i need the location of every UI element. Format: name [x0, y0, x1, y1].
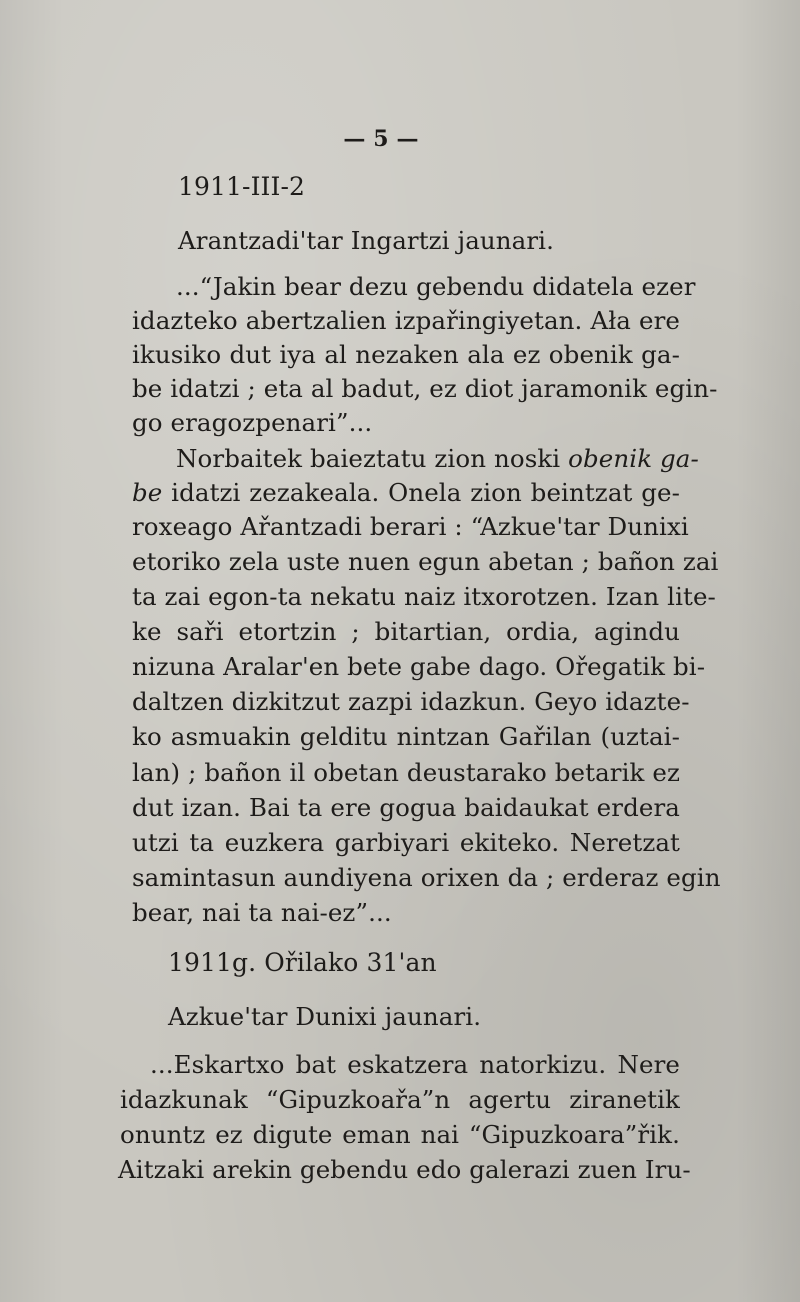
text-line	[132, 476, 680, 510]
text-line: daltzen dizkitzut zazpi idazkun. Geyo idazte-	[132, 687, 690, 716]
page-number: — 5 —	[343, 126, 419, 152]
text-line: utzi ta euzkera garbiyari ekiteko. Neretzat	[132, 828, 680, 857]
text-line: idazteko abertzalien izpařingiyetan. Ała ere	[132, 306, 680, 335]
text-line: dut izan. Bai ta ere gogua baidaukat erdera	[132, 793, 680, 822]
letter-date: 1911g. Ořilako 31'an	[168, 948, 437, 977]
text-line: ta zai egon-ta nekatu naiz itxorotzen. Izan lite-	[132, 582, 716, 611]
text-span: idatzi zezakeala. Onela zion beintzat ge-	[171, 478, 680, 507]
text-line: Aitzaki arekin gebendu edo galerazi zuen Iru-	[118, 1155, 691, 1184]
text-line: nizuna Aralar'en bete gabe dago. Ořegatik bi-	[132, 652, 706, 681]
text-line: samintasun aundiyena orixen da ; erderaz egin	[132, 863, 721, 892]
text-line: ko asmuakin gelditu nintzan Gařilan (uztai-	[132, 722, 680, 751]
text-line: be idatzi ; eta al badut, ez diot jaramonik egin-	[132, 374, 718, 403]
text-line: ...“Jakin bear dezu gebendu didatela ezer	[176, 272, 696, 301]
text-line: ...Eskartxo bat eskatzera natorkizu. Nere	[150, 1050, 680, 1079]
italic-span: be	[132, 478, 163, 507]
text-line: lan) ; bañon il obetan deustarako betarik ez	[132, 758, 680, 787]
text-line: ikusiko dut iya al nezaken ala ez obenik ga-	[132, 340, 680, 369]
italic-span: obenik ga-	[568, 444, 699, 473]
text-line: bear, nai ta nai-ez”...	[132, 898, 392, 927]
letter-date: 1911-III-2	[178, 172, 306, 201]
text-line: idazkunak “Gipuzkoařa”n agertu ziranetik	[120, 1085, 680, 1114]
text-line: roxeago Ařantzadi berari : “Azkue'tar Dunixi	[132, 512, 689, 541]
letter-addressee: Azkue'tar Dunixi jaunari.	[168, 1002, 482, 1031]
text-line: ke saři etortzin ; bitartian, ordia, agindu	[132, 617, 680, 646]
text-line: etoriko zela uste nuen egun abetan ; bañon zai	[132, 547, 719, 576]
text-span: Norbaitek baieztatu zion noski	[176, 444, 561, 473]
text-line: go eragozpenari”...	[132, 408, 373, 437]
letter-addressee: Arantzadi'tar Ingartzi jaunari.	[178, 226, 554, 255]
text-line: onuntz ez digute eman nai “Gipuzkoara”řik.	[120, 1120, 680, 1149]
text-line	[176, 442, 699, 476]
